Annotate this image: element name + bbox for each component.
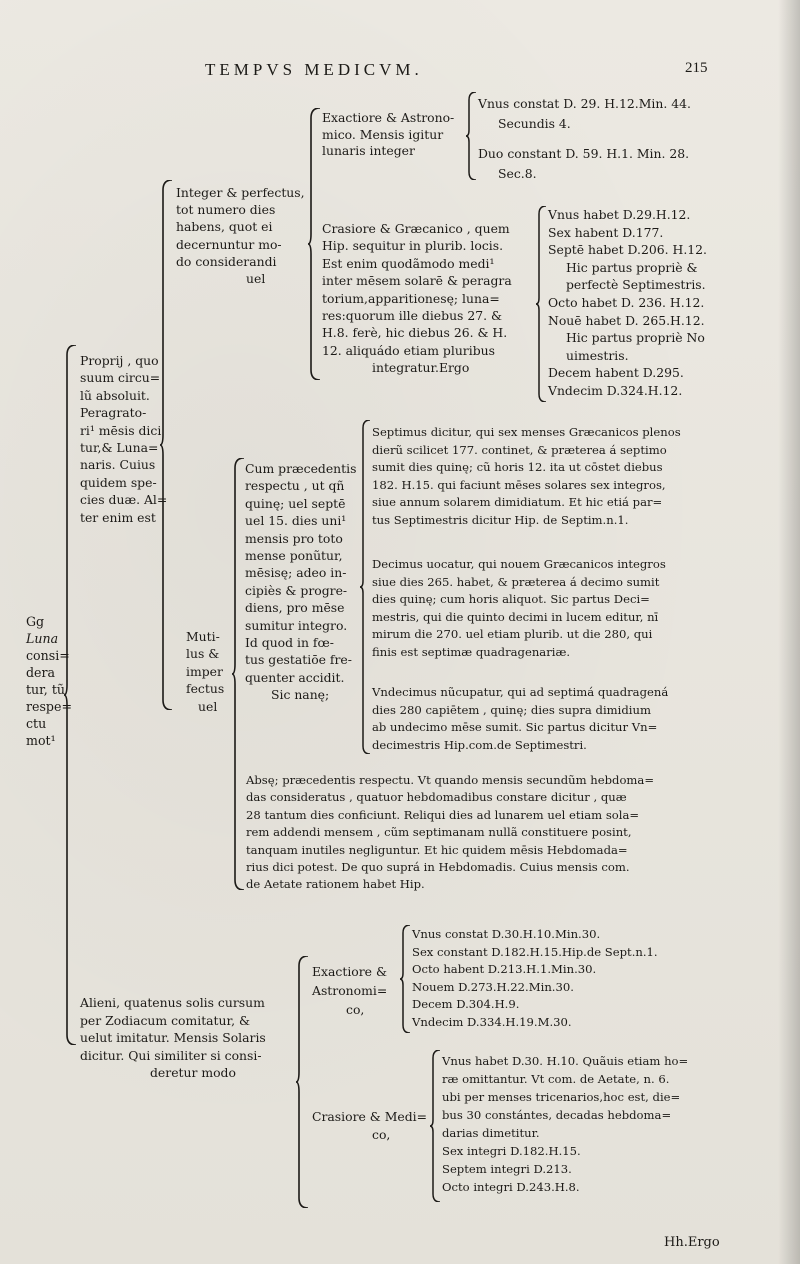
brace-main xyxy=(64,345,78,1045)
solar-crassiore-items: Vnus habet D.30. H.10. Quãuis etiam ho= ræ omittantur. Vt com. de Aetate, n. 6. ubi per menses tricenarios,hoc est, die= bus 30 constántes, decadas hebdoma= darias dimetitur. Sex integri D.182.H.15. Septem integri D.213. Octo integri D.243.H.8. xyxy=(442,1054,689,1194)
exactiore-block: Exactiore & Astrono- mico. Mensis igitur lunaris integer xyxy=(322,110,455,158)
solar-exactiore-items: Vnus constat D.30.H.10.Min.30. Sex constant D.182.H.15.Hip.de Sept.n.1. Octo habent D.213.H.1.Min.30. Nouem D.273.H.22.Min.30. Decem D.304.H.9. Vndecim D.334.H.19.M.30. xyxy=(412,927,658,1029)
margin-label: Gg Luna consi= dera tur, tũ respe= ctu mot¹ xyxy=(26,614,73,748)
brace-solar-exact xyxy=(400,925,412,1033)
page-number: 215 xyxy=(685,60,708,76)
running-header: TEMPVS MEDICVM. xyxy=(205,60,423,79)
alieni-block: Alieni, quatenus solis cursum per Zodiacum comitatur, & uelut imitatur. Mensis Solaris dicitur. Qui similiter si consi- deretur modo xyxy=(80,995,266,1081)
brace-solar-crass xyxy=(430,1050,442,1202)
cum-block: Cum præcedentis respectu , ut qñ quinę; uel septē uel 15. dies uni¹ mensis pro toto mense ponũtur, mēsisę; adeo in- cipiès & progre- diens, pro mēse sumitur integro. Id quod in fœ- tus gestatiōe fre- quenter accidit. Sic nanę; xyxy=(245,461,357,703)
crassiore-block: Crasiore & Græcanico , quem Hip. sequitur in plurib. locis. Est enim quodãmodo medi¹ inter mēsem solarē & peragra torium,apparitionesę; luna= res:quorum ille diebus 27. & H.8. ferè, hic diebus 26. & H. 12. aliquádo etiam pluribus integratur.Ergo xyxy=(322,221,512,376)
proprii-block: Proprij , quo suum circu= lũ absoluit. Peragrato- ri¹ mēsis dici tur,& Luna= naris. Cuius quidem spe- cies duæ. Al= ter enim est xyxy=(80,353,168,525)
absque-block: Absę; præcedentis respectu. Vt quando mensis secundũm hebdoma= das consideratus , quatuor hebdomadibus constare dicitur , quæ 28 tantum dies conficiunt. Reliqui dies ad lunarem uel etiam sola= rem addendi mensem , cũm septimanam nullã constituere posint, tanquam inutiles negliguntur. Et hic quidem mēsis Hebdomada= rius dici potest. De quo suprá in Hebdomadis. Cuius mensis com. de Aetate rationem habet Hip. xyxy=(246,773,655,892)
solar-crassiore-block: Crasiore & Medi= co, xyxy=(312,1109,428,1142)
integer-block: Integer & perfectus, tot numero dies habens, quot ei decernuntur mo- do considerandi uel xyxy=(176,185,305,287)
mutilus-block: Muti- lus & imper fectus uel xyxy=(186,629,225,714)
brace-alieni xyxy=(296,956,310,1208)
catchword: Hh.Ergo xyxy=(664,1235,720,1250)
brace-exactiore xyxy=(466,92,478,180)
brace-mutilus xyxy=(232,458,246,890)
exactiore-items: Vnus constat D. 29. H.12.Min. 44. Secundis 4. Duo constant D. 59. H.1. Min. 28. Sec.8. xyxy=(478,96,691,181)
brace-crassiore xyxy=(536,206,548,402)
crassiore-items: Vnus habet D.29.H.12. Sex habent D.177. Septē habet D.206. H.12. Hic partus propriè & perfectè Septimestris. Octo habet D. 236. H.12. Nouē habet D. 265.H.12. Hic partus propriè No uimestris. Decem habent D.295. Vndecim D.324.H.12. xyxy=(548,207,707,398)
solar-exactiore-block: Exactiore & Astronomi= co, xyxy=(312,964,388,1017)
brace-integer xyxy=(308,108,322,380)
brace-cum xyxy=(360,420,372,754)
undecimus-block: Vndecimus nũcupatur, qui ad septimá quadragená dies 280 capiētem , quinę; dies supra dimidium ab undecimo mēse sumit. Sic partus dicitur Vn= decimestris Hip.com.de Septimestri. xyxy=(372,685,669,752)
decimus-block: Decimus uocatur, qui nouem Græcanicos integros siue dies 265. habet, & præterea á decimo sumit dies quinę; cum horis aliquot. Sic partus Deci= mestris, qui die quinto decimi in lucem editur, nī mirum die 270. uel etiam plurib. ut die 280, qui finis est septimæ quadragenariæ. xyxy=(372,557,666,659)
septimus-block: Septimus dicitur, qui sex menses Græcanicos plenos dierũ scilicet 177. continet, & præterea á septimo sumit dies quinę; cũ horis 12. ita ut cōstet diebus 182. H.15. qui faciunt mēses solares sex integros, siue annum solarem dimidiatum. Et hic etiá par= tus Septimestris dicitur Hip. de Septim.n.1. xyxy=(372,425,681,527)
page-gutter-shadow xyxy=(778,0,800,1264)
